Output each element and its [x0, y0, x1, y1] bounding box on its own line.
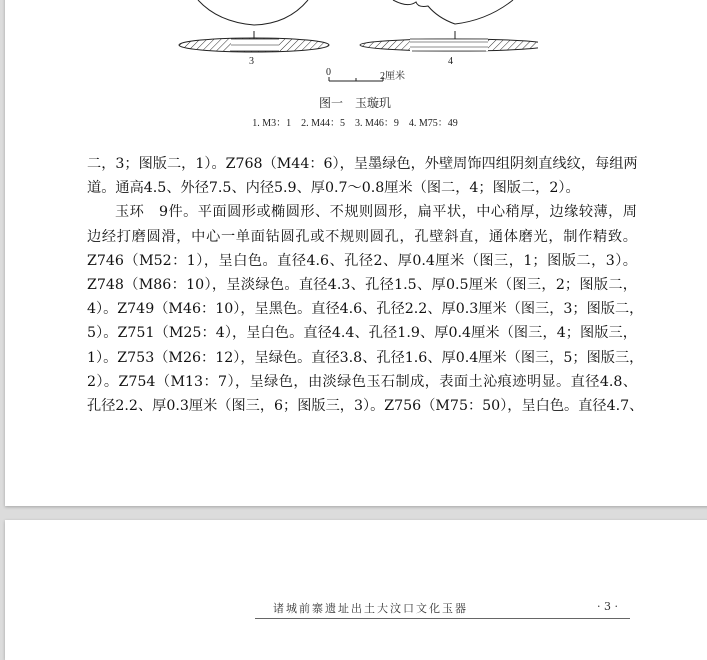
figure-caption: 图一 玉璇玑 [318, 96, 391, 110]
pdf-page-1 [5, 0, 707, 506]
text-line: 边经打磨圆滑，中心一单面钻圆孔或不规则圆孔，孔壁斜直，通体磨光，制作精致。 [87, 228, 637, 245]
scale-zero: 0 [326, 67, 331, 78]
page-number: · 3 · [597, 600, 618, 613]
scale-end: 2厘米 [380, 71, 405, 82]
text-line: 5）。Z751（M25：4），呈白色。直径4.4、孔径1.9、厚0.4厘米（图三，4；图版三， [87, 325, 637, 342]
text-line: 孔径2.2、厚0.3厘米（图三，6；图版三，3）。Z756（M75：50），呈白色。直径4.7、 [87, 398, 644, 415]
figure-jade-xuanji-drawing [168, 0, 538, 82]
header-rule [255, 618, 630, 619]
text-line: 玉环 9件。平面圆形或椭圆形、不规则圆形，扁平状，中心稍厚，边缘较薄，周 [115, 204, 637, 221]
text-line: 1）。Z753（M26：12），呈绿色。直径3.8、孔径1.6、厚0.4厘米（图三，5；图版三， [87, 349, 644, 366]
running-title: 诸城前寨遗址出土大汶口文化玉器 [273, 602, 468, 615]
jade-drawings [168, 0, 538, 82]
text-line: Z746（M52：1），呈白色。直径4.6、孔径2、厚0.4厘米（图三，1；图版二，3）。 [87, 252, 637, 269]
pdf-page-2 [5, 520, 707, 660]
figure-subcaption: 1. M3：1 2. M44：5 3. M46：9 4. M75：49 [252, 118, 458, 129]
text-line: 二，3；图版二，1）。Z768（M44：6），呈墨绿色，外壁周饰四组阴刻直线纹，每组两 [87, 156, 638, 172]
body-text [87, 152, 644, 418]
figure-label-4: 4 [448, 56, 453, 67]
text-line: 道。通高4.5、外径7.5、内径5.9、厚0.7～0.8厘米（图二，4；图版二，2）。 [87, 180, 580, 197]
figure-label-3: 3 [249, 56, 254, 67]
text-line: 2）。Z754（M13：7），呈绿色，由淡绿色玉石制成，表面土沁痕迹明显。直径4.8、 [87, 373, 637, 390]
text-line: Z748（M86：10），呈淡绿色。直径4.3、孔径1.5、厚0.5厘米（图三，2；图版二， [87, 277, 637, 294]
text-line: 4）。Z749（M46：10），呈黑色。直径4.6、孔径2.2、厚0.3厘米（图三，3；图版二， [87, 301, 644, 318]
